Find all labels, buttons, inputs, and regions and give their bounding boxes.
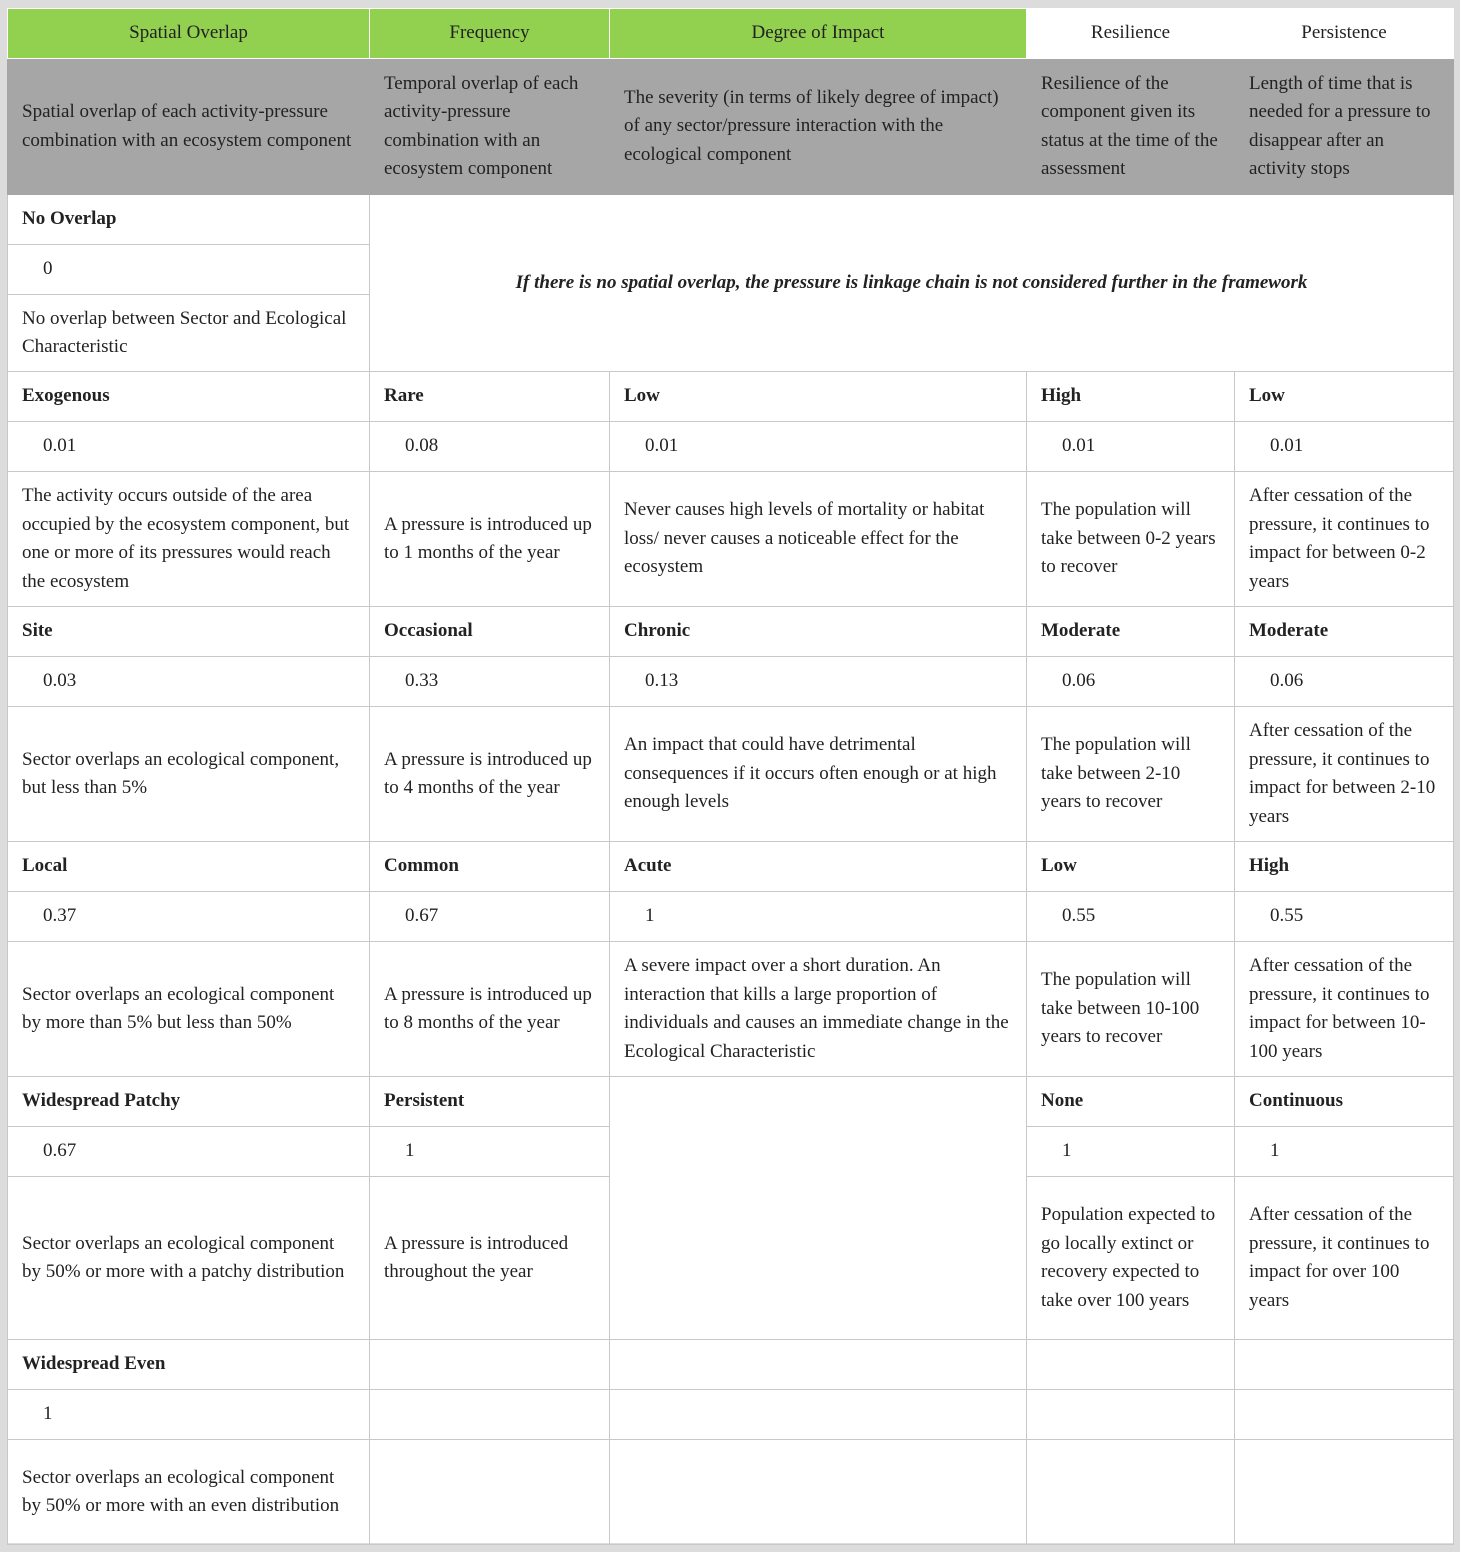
header-degree-of-impact: Degree of Impact: [610, 9, 1027, 59]
text-cell: After cessation of the pressure, it continues to impact for between 2-10 years: [1235, 707, 1454, 842]
label-cell: Common: [370, 842, 610, 892]
text-cell: After cessation of the pressure, it continues to impact for over 100 years: [1235, 1177, 1454, 1340]
value-cell: 1: [1027, 1127, 1235, 1177]
label-cell: Continuous: [1235, 1077, 1454, 1127]
header-frequency: Frequency: [370, 9, 610, 59]
value-cell: 0.01: [1235, 422, 1454, 472]
no-overlap-text: No overlap between Sector and Ecological Characteristic: [8, 295, 370, 372]
header-resilience: Resilience: [1027, 9, 1235, 59]
label-cell: Low: [1027, 842, 1235, 892]
value-cell: 1: [370, 1127, 610, 1177]
label-cell: Chronic: [610, 607, 1027, 657]
text-cell: Sector overlaps an ecological component by more than 5% but less than 50%: [8, 942, 370, 1077]
value-cell: 0.37: [8, 892, 370, 942]
value-cell: 0.06: [1027, 657, 1235, 707]
table-row: [8, 1390, 1454, 1440]
label-cell: Widespread Patchy: [8, 1077, 370, 1127]
empty-cell: [610, 1077, 1027, 1340]
text-cell: A pressure is introduced up to 8 months of the year: [370, 942, 610, 1077]
table-row: [8, 942, 1454, 1077]
table-row: [8, 1077, 1454, 1127]
table-row: [8, 472, 1454, 607]
text-cell: Population expected to go locally extinct or recovery expected to take over 100 years: [1027, 1177, 1235, 1340]
table-row: [8, 607, 1454, 657]
label-cell: High: [1235, 842, 1454, 892]
label-cell: Widespread Even: [8, 1340, 370, 1390]
label-cell: Rare: [370, 372, 610, 422]
empty-cell: [610, 1340, 1027, 1390]
empty-cell: [1027, 1340, 1235, 1390]
empty-cell: [370, 1440, 610, 1545]
label-cell: Low: [610, 372, 1027, 422]
empty-cell: [370, 1390, 610, 1440]
no-overlap-label-row: [8, 195, 1454, 245]
table-row: [8, 372, 1454, 422]
text-cell: Sector overlaps an ecological component, but less than 5%: [8, 707, 370, 842]
text-cell: After cessation of the pressure, it continues to impact for between 10-100 years: [1235, 942, 1454, 1077]
value-cell: 0.55: [1027, 892, 1235, 942]
text-cell: A pressure is introduced up to 4 months of the year: [370, 707, 610, 842]
empty-cell: [610, 1440, 1027, 1545]
empty-cell: [1027, 1440, 1235, 1545]
empty-cell: [370, 1340, 610, 1390]
table-row: [8, 1440, 1454, 1545]
label-cell: Persistent: [370, 1077, 610, 1127]
label-cell: Local: [8, 842, 370, 892]
description-persistence: Length of time that is needed for a pressure to disappear after an activity stops: [1235, 59, 1454, 195]
text-cell: The population will take between 2-10 years to recover: [1027, 707, 1235, 842]
text-cell: A pressure is introduced throughout the year: [370, 1177, 610, 1340]
table-row: [8, 707, 1454, 842]
value-cell: 0.01: [8, 422, 370, 472]
value-cell: 0.01: [610, 422, 1027, 472]
value-cell: 0.06: [1235, 657, 1454, 707]
value-cell: 1: [8, 1390, 370, 1440]
text-cell: Sector overlaps an ecological component by 50% or more with a patchy distribution: [8, 1177, 370, 1340]
text-cell: A pressure is introduced up to 1 months of the year: [370, 472, 610, 607]
label-cell: None: [1027, 1077, 1235, 1127]
value-cell: 0.01: [1027, 422, 1235, 472]
header-persistence: Persistence: [1235, 9, 1454, 59]
text-cell: After cessation of the pressure, it continues to impact for between 0-2 years: [1235, 472, 1454, 607]
value-cell: 1: [610, 892, 1027, 942]
table-row: [8, 842, 1454, 892]
table-frame: [7, 8, 1453, 1543]
value-cell: 0.67: [8, 1127, 370, 1177]
text-cell: The population will take between 10-100 years to recover: [1027, 942, 1235, 1077]
text-cell: The population will take between 0-2 years to recover: [1027, 472, 1235, 607]
description-spatial-overlap: Spatial overlap of each activity-pressure combination with an ecosystem component: [8, 59, 370, 195]
label-cell: Moderate: [1235, 607, 1454, 657]
label-cell: Exogenous: [8, 372, 370, 422]
header-row: [8, 9, 1454, 59]
value-cell: 0.55: [1235, 892, 1454, 942]
table-row: [8, 1340, 1454, 1390]
text-cell: An impact that could have detrimental consequences if it occurs often enough or at high enough levels: [610, 707, 1027, 842]
empty-cell: [1235, 1340, 1454, 1390]
no-overlap-label: No Overlap: [8, 195, 370, 245]
empty-cell: [610, 1390, 1027, 1440]
text-cell: Sector overlaps an ecological component by 50% or more with an even distribution: [8, 1440, 370, 1545]
description-frequency: Temporal overlap of each activity-pressure combination with an ecosystem component: [370, 59, 610, 195]
description-resilience: Resilience of the component given its status at the time of the assessment: [1027, 59, 1235, 195]
table-row: [8, 657, 1454, 707]
text-cell: The activity occurs outside of the area occupied by the ecosystem component, but one or more of its pressures would reach the ecosystem: [8, 472, 370, 607]
value-cell: 0.13: [610, 657, 1027, 707]
label-cell: Acute: [610, 842, 1027, 892]
value-cell: 1: [1235, 1127, 1454, 1177]
value-cell: 0.03: [8, 657, 370, 707]
text-cell: A severe impact over a short duration. An interaction that kills a large proportion of individuals and causes an immediate change in the Ecological Characteristic: [610, 942, 1027, 1077]
label-cell: Occasional: [370, 607, 610, 657]
label-cell: Site: [8, 607, 370, 657]
value-cell: 0.67: [370, 892, 610, 942]
value-cell: 0.33: [370, 657, 610, 707]
table-row: [8, 422, 1454, 472]
label-cell: High: [1027, 372, 1235, 422]
no-overlap-note: If there is no spatial overlap, the pressure is linkage chain is not considered further in the framework: [370, 195, 1454, 372]
value-cell: 0.08: [370, 422, 610, 472]
header-spatial-overlap: Spatial Overlap: [8, 9, 370, 59]
assessment-table: [7, 8, 1454, 1545]
empty-cell: [1235, 1440, 1454, 1545]
description-row: [8, 59, 1454, 195]
empty-cell: [1027, 1390, 1235, 1440]
description-degree-of-impact: The severity (in terms of likely degree of impact) of any sector/pressure interaction with the ecological component: [610, 59, 1027, 195]
no-overlap-value: 0: [8, 245, 370, 295]
table-row: [8, 892, 1454, 942]
label-cell: Moderate: [1027, 607, 1235, 657]
label-cell: Low: [1235, 372, 1454, 422]
empty-cell: [1235, 1390, 1454, 1440]
text-cell: Never causes high levels of mortality or habitat loss/ never causes a noticeable effect for the ecosystem: [610, 472, 1027, 607]
